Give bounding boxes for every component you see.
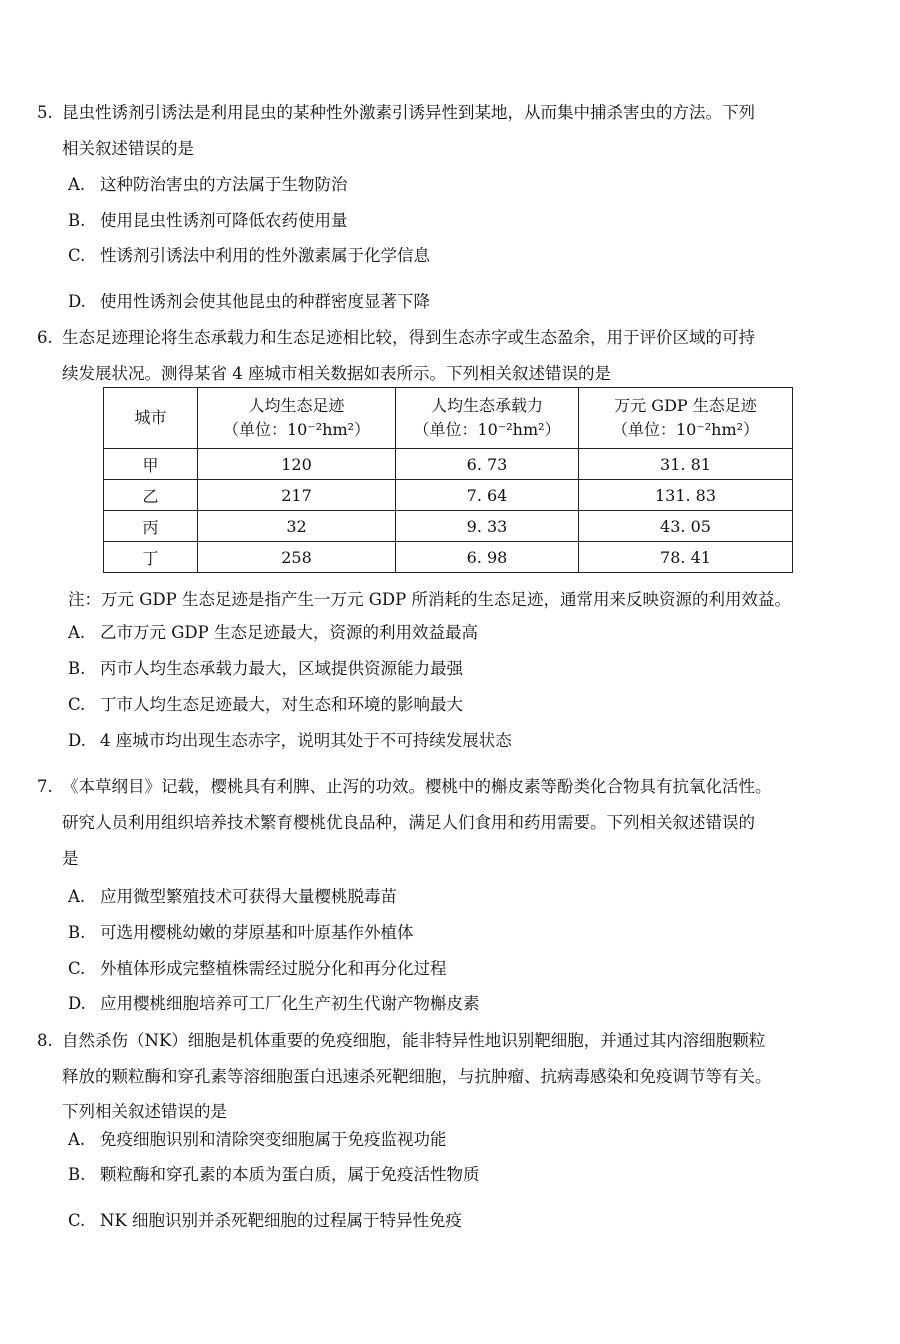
cell: 乙 xyxy=(104,480,198,511)
option xyxy=(68,174,348,196)
option-label: B. xyxy=(68,659,86,678)
option xyxy=(68,958,447,980)
option xyxy=(68,291,430,313)
option xyxy=(68,694,463,716)
option-label: D. xyxy=(68,994,86,1013)
question-number: 8. xyxy=(37,1031,53,1050)
cell: 43. 05 xyxy=(579,511,793,542)
cell: 甲 xyxy=(104,449,198,480)
question-stem: 昆虫性诱剂引诱法是利用昆虫的某种性外激素引诱异性到某地，从而集中捕杀害虫的方法。下列 xyxy=(62,103,755,122)
option xyxy=(68,922,414,944)
header-cell: 人均生态承载力 （单位：10⁻²hm²） xyxy=(396,388,579,449)
cell: 131. 83 xyxy=(579,480,793,511)
question-stem: 自然杀伤（NK）细胞是机体重要的免疫细胞，能非特异性地识别靶细胞，并通过其内溶细胞颗粒 xyxy=(62,1031,766,1050)
cell: 120 xyxy=(198,449,396,480)
option-text: 性诱剂引诱法中利用的性外激素属于化学信息 xyxy=(100,246,430,265)
option-label: A. xyxy=(68,887,86,906)
header-cell: 人均生态足迹 （单位：10⁻²hm²） xyxy=(198,388,396,449)
option xyxy=(68,658,463,680)
option-text: 使用昆虫性诱剂可降低农药使用量 xyxy=(100,211,348,230)
cell: 丙 xyxy=(104,511,198,542)
header-cell: 城市 xyxy=(104,388,198,449)
option-text: 丁市人均生态足迹最大，对生态和环境的影响最大 xyxy=(100,695,463,714)
option-label: A. xyxy=(68,1130,86,1149)
option xyxy=(68,245,430,267)
cell: 9. 33 xyxy=(396,511,579,542)
cell: 32 xyxy=(198,511,396,542)
option xyxy=(68,1210,462,1232)
cell: 7. 64 xyxy=(396,480,579,511)
option xyxy=(68,622,478,644)
question-stem: 是 xyxy=(62,849,79,868)
option-label: C. xyxy=(68,1211,86,1230)
data-table xyxy=(103,387,793,573)
option-text: 乙市万元 GDP 生态足迹最大，资源的利用效益最高 xyxy=(100,623,479,642)
option-label: B. xyxy=(68,1165,86,1184)
option-text: 应用樱桃细胞培养可工厂化生产初生代谢产物槲皮素 xyxy=(100,994,480,1013)
cell: 6. 98 xyxy=(396,542,579,573)
question-stem: 研究人员利用组织培养技术繁育樱桃优良品种，满足人们食用和药用需要。下列相关叙述错误的 xyxy=(62,813,755,832)
cell: 258 xyxy=(198,542,396,573)
table-row xyxy=(104,480,793,511)
header-cell: 万元 GDP 生态足迹 （单位：10⁻²hm²） xyxy=(579,388,793,449)
option-label: D. xyxy=(68,292,86,311)
question-number: 6. xyxy=(37,328,53,347)
option-text: 丙市人均生态承载力最大，区域提供资源能力最强 xyxy=(100,659,463,678)
question-stem: 续发展状况。测得某省 4 座城市相关数据如表所示。下列相关叙述错误的是 xyxy=(62,364,611,383)
option-label: D. xyxy=(68,731,86,750)
cell: 6. 73 xyxy=(396,449,579,480)
option-label: C. xyxy=(68,959,86,978)
option xyxy=(68,1164,480,1186)
option-text: 使用性诱剂会使其他昆虫的种群密度显著下降 xyxy=(100,292,430,311)
cell: 31. 81 xyxy=(579,449,793,480)
cell: 217 xyxy=(198,480,396,511)
option xyxy=(68,1129,447,1151)
table-row xyxy=(104,449,793,480)
option xyxy=(68,886,397,908)
question-stem: 生态足迹理论将生态承载力和生态足迹相比较，得到生态赤字或生态盈余，用于评价区域的可持 xyxy=(62,328,755,347)
option-text: 免疫细胞识别和清除突变细胞属于免疫监视功能 xyxy=(100,1130,447,1149)
option-text: 外植体形成完整植株需经过脱分化和再分化过程 xyxy=(100,959,447,978)
cell: 78. 41 xyxy=(579,542,793,573)
option-text: 可选用樱桃幼嫩的芽原基和叶原基作外植体 xyxy=(100,923,414,942)
option-label: A. xyxy=(68,175,86,194)
question-stem: 《本草纲目》记载，樱桃具有利脾、止泻的功效。樱桃中的槲皮素等酚类化合物具有抗氧化活性。 xyxy=(62,777,772,796)
table-header-row xyxy=(104,388,793,449)
option-text: 颗粒酶和穿孔素的本质为蛋白质，属于免疫活性物质 xyxy=(100,1165,480,1184)
question-stem: 释放的颗粒酶和穿孔素等溶细胞蛋白迅速杀死靶细胞，与抗肿瘤、抗病毒感染和免疫调节等有关。 xyxy=(62,1067,772,1086)
option-label: B. xyxy=(68,211,86,230)
option-text: 这种防治害虫的方法属于生物防治 xyxy=(100,175,348,194)
table-row xyxy=(104,542,793,573)
option-label: C. xyxy=(68,246,86,265)
option xyxy=(68,993,480,1015)
table-row xyxy=(104,511,793,542)
question-number: 7. xyxy=(37,777,53,796)
cell: 丁 xyxy=(104,542,198,573)
option xyxy=(68,210,348,232)
option-text: 应用微型繁殖技术可获得大量樱桃脱毒苗 xyxy=(100,887,397,906)
table-note: 注：万元 GDP 生态足迹是指产生一万元 GDP 所消耗的生态足迹，通常用来反映资源的利用效益。 xyxy=(68,590,792,609)
option-label: A. xyxy=(68,623,86,642)
option-label: B. xyxy=(68,923,86,942)
option-text: NK 细胞识别并杀死靶细胞的过程属于特异性免疫 xyxy=(100,1211,463,1230)
question-stem: 相关叙述错误的是 xyxy=(62,139,194,158)
question-number: 5. xyxy=(37,103,53,122)
question-stem: 下列相关叙述错误的是 xyxy=(62,1102,227,1121)
option-label: C. xyxy=(68,695,86,714)
option-text: 4 座城市均出现生态赤字，说明其处于不可持续发展状态 xyxy=(100,731,512,750)
option xyxy=(68,730,512,752)
